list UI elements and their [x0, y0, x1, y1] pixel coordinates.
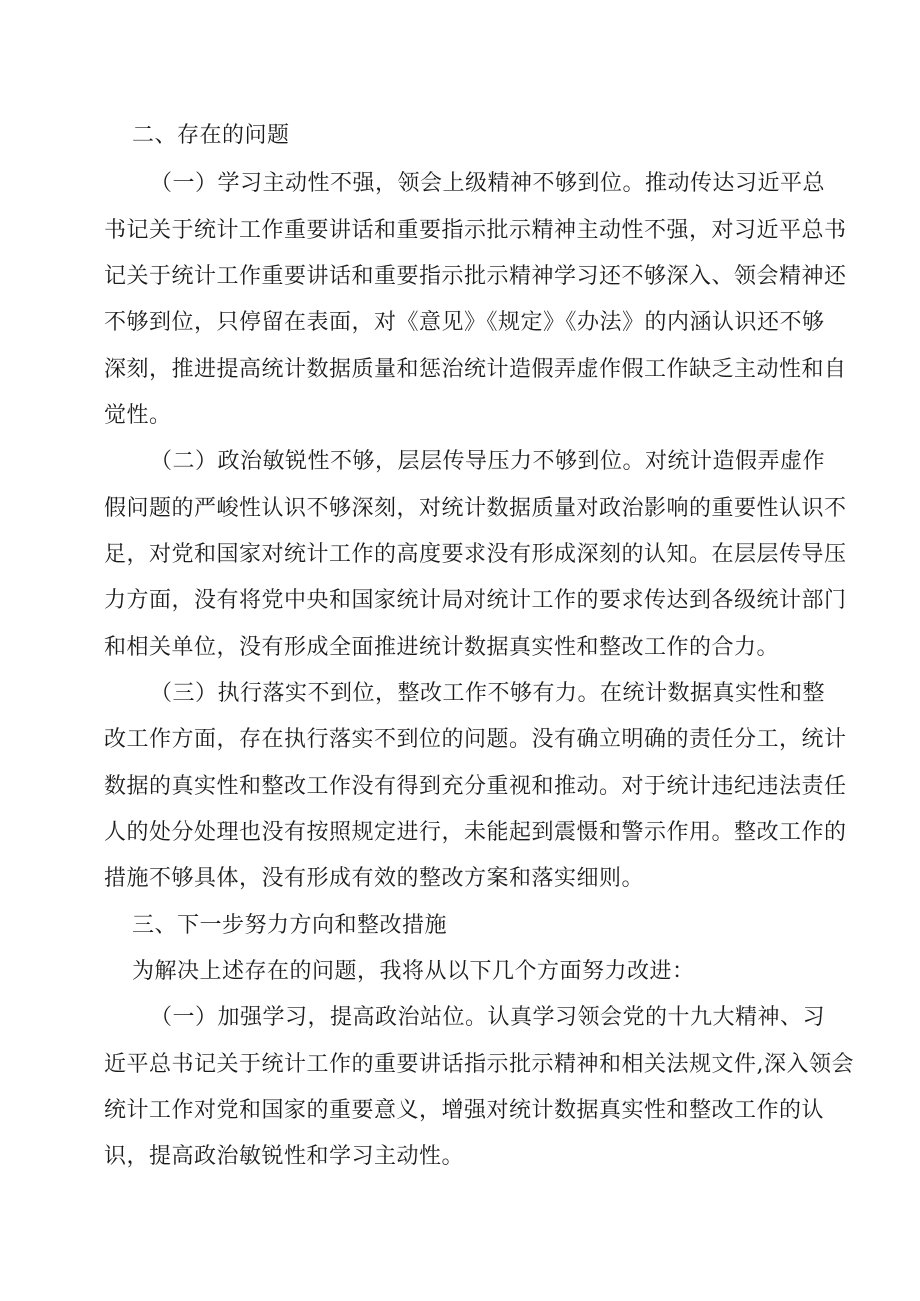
paragraph-line: 统计工作对党和国家的重要意义，增强对统计数据真实性和整改工作的认: [104, 1098, 825, 1123]
paragraph-line: 近平总书记关于统计工作的重要讲话指示批示精神和相关法规文件,深入领会: [104, 1052, 854, 1077]
paragraph-line: 人的处分处理也没有按照规定进行，未能起到震慑和警示作用。整改工作的: [104, 820, 847, 845]
section-heading-problems: 二、存在的问题: [132, 123, 290, 148]
paragraph-line: 书记关于统计工作重要讲话和重要指示批示精神主动性不强，对习近平总书: [104, 218, 847, 243]
paragraph-line: 假问题的严峻性认识不够深刻，对统计数据质量对政治影响的重要性认识不: [104, 496, 847, 521]
paragraph-line: （二）政治敏锐性不够，层层传导压力不够到位。对统计造假弄虚作: [150, 449, 826, 474]
paragraph-line: 为解决上述存在的问题，我将从以下几个方面努力改进：: [132, 959, 695, 984]
paragraph-line: 深刻，推进提高统计数据质量和惩治统计造假弄虚作假工作缺乏主动性和自: [104, 357, 847, 382]
paragraph-line: 不够到位，只停留在表面，对《意见》《规定》《办法》的内涵认识还不够: [104, 310, 825, 335]
paragraph-line: 数据的真实性和整改工作没有得到充分重视和推动。对于统计违纪违法责任: [104, 774, 847, 799]
section-heading-measures: 三、下一步努力方向和整改措施: [132, 913, 448, 938]
paragraph-line: 足，对党和国家对统计工作的高度要求没有形成深刻的认知。在层层传导压: [104, 542, 847, 567]
paragraph-line: 和相关单位，没有形成全面推进统计数据真实性和整改工作的合力。: [104, 635, 780, 660]
paragraph-line: （一）加强学习，提高政治站位。认真学习领会党的十九大精神、习: [150, 1005, 826, 1030]
paragraph-line: 识，提高政治敏锐性和学习主动性。: [104, 1144, 465, 1169]
paragraph-line: 记关于统计工作重要讲话和重要指示批示精神学习还不够深入、领会精神还: [104, 264, 847, 289]
paragraph-line: 力方面，没有将党中央和国家统计局对统计工作的要求传达到各级统计部门: [104, 588, 847, 613]
paragraph-line: 措施不够具体，没有形成有效的整改方案和落实细则。: [104, 866, 645, 891]
paragraph-line: 觉性。: [104, 403, 172, 428]
paragraph-line: 改工作方面，存在执行落实不到位的问题。没有确立明确的责任分工，统计: [104, 727, 847, 752]
paragraph-line: （三）执行落实不到位，整改工作不够有力。在统计数据真实性和整: [150, 681, 826, 706]
paragraph-line: （一）学习主动性不强，领会上级精神不够到位。推动传达习近平总: [150, 171, 826, 196]
